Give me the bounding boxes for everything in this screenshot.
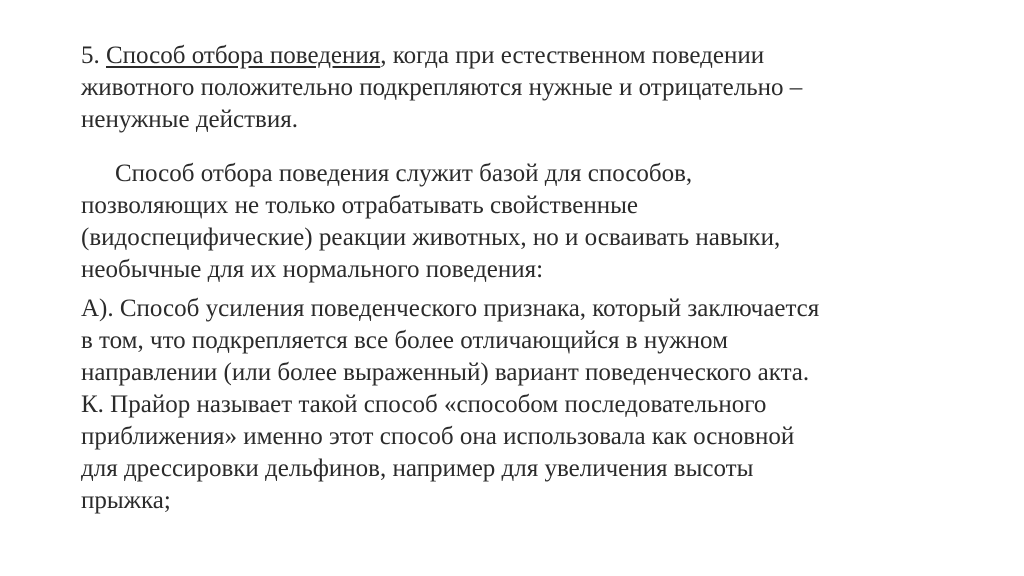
paragraph3-line: приближения» именно этот способ она использовала как основной: [81, 423, 795, 450]
paragraph3-line: прыжка;: [81, 487, 171, 514]
paragraph3-line: А). Способ усиления поведенческого признака, который заключается: [81, 295, 820, 322]
paragraph3-line: в том, что подкрепляется все более отличающийся в нужном: [81, 327, 728, 354]
term-underlined: Способ отбора поведения: [106, 42, 381, 69]
paragraph2-line: позволяющих не только отрабатывать свойственные: [81, 192, 639, 219]
paragraph3-line: К. Прайор называет такой способ «способом последовательного: [81, 391, 767, 418]
paragraph-reinforcement: [81, 293, 961, 517]
paragraph3-line: направлении (или более выраженный) вариант поведенческого акта.: [81, 359, 810, 386]
paragraph-basis: [81, 158, 961, 286]
paragraph2-line: (видоспецифические) реакции животных, но и осваивать навыки,: [81, 224, 781, 251]
item-number: 5.: [81, 42, 106, 69]
paragraph1-line1: [81, 40, 961, 72]
paragraph1-line1-rest: , когда при естественном поведении: [380, 42, 765, 69]
paragraph1-line3: ненужные действия.: [81, 106, 298, 133]
paragraph3-line: для дрессировки дельфинов, например для увеличения высоты: [81, 455, 754, 482]
paragraph2-line: необычные для их нормального поведения:: [81, 256, 544, 283]
paragraph2-line: Способ отбора поведения служит базой для способов,: [115, 160, 693, 187]
paragraph1-line2: животного положительно подкрепляются нужные и отрицательно –: [81, 74, 803, 101]
paragraph-method-selection: [81, 40, 961, 136]
